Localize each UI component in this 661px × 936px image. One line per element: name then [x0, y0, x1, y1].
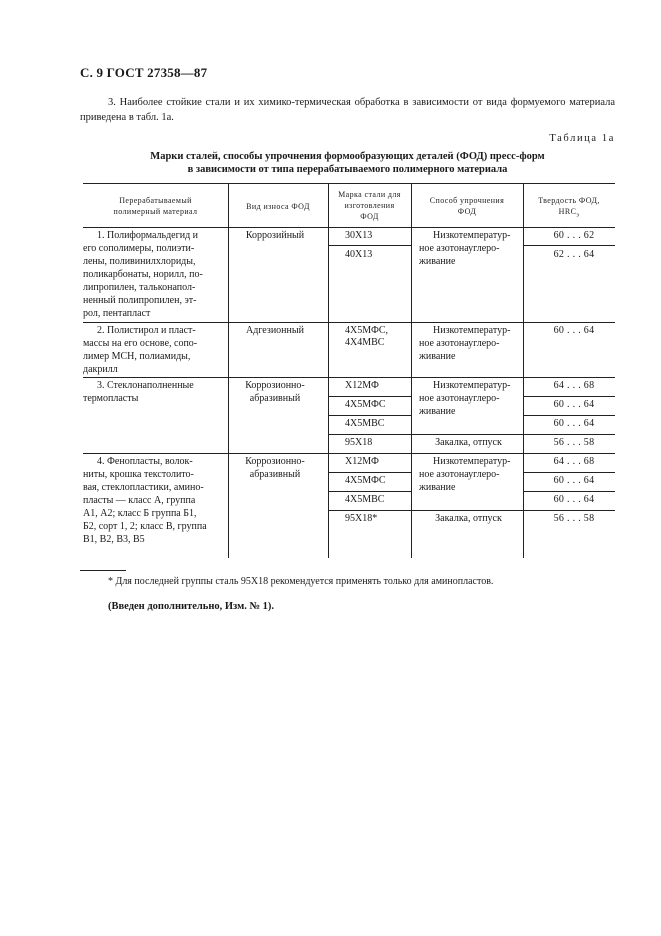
footnote-rule — [80, 570, 126, 571]
hardness-value: 60 . . . 64 — [553, 494, 595, 505]
wear-line: абразивный — [249, 393, 301, 404]
hardness-value: 60 . . . 64 — [553, 399, 595, 410]
row-rule — [328, 396, 411, 397]
steel-grade: Х12МФ — [345, 456, 379, 467]
hardness-unit-sub: э — [576, 212, 580, 219]
page-header: С. 9 ГОСТ 27358—87 — [80, 65, 208, 80]
table-title — [80, 150, 615, 176]
wear-line: Коррозионно- — [245, 456, 305, 467]
method-line: Низкотемператур- — [433, 230, 511, 241]
steel-grade: 4Х5МВС — [345, 418, 385, 429]
method-line: Низкотемператур- — [433, 380, 511, 391]
method-line: ное азотонауглеро- — [419, 243, 500, 254]
material-line: лены, поливинилхлориды, — [83, 256, 196, 267]
row-rule — [523, 491, 615, 492]
hardness-value: 60 . . . 62 — [553, 230, 595, 241]
material-line: 1. Полиформальдегид и — [97, 230, 199, 241]
method-line: живание — [419, 256, 456, 267]
group-rule — [83, 377, 615, 378]
group-2-material — [83, 324, 223, 376]
material-line: пласты — класс А, группа — [83, 495, 196, 506]
header-steel-line: ФОД — [360, 212, 379, 221]
method-line: живание — [419, 482, 456, 493]
hardness-value: 60 . . . 64 — [553, 325, 595, 336]
group-4-wear — [228, 455, 322, 481]
row-rule — [328, 434, 615, 435]
material-line: лимер МСН, полиамиды, — [83, 351, 191, 362]
material-line: его сополимеры, полиэти- — [83, 243, 195, 254]
group-4-material — [83, 455, 223, 546]
row-rule — [328, 245, 411, 246]
method-line: ное азотонауглеро- — [419, 338, 500, 349]
material-line: термопласты — [83, 393, 139, 404]
steel-grade: 95Х18* — [345, 513, 378, 524]
material-line: массы на его основе, сопо- — [83, 338, 198, 349]
steel-grade: 40Х13 — [345, 249, 373, 260]
steel-grade-line: 4Х4МВС — [345, 337, 385, 348]
header-method-line: ФОД — [457, 207, 477, 216]
material-line: 2. Полистирол и пласт- — [97, 325, 196, 336]
hardness-value: 56 . . . 58 — [553, 437, 595, 448]
header-hardness — [523, 195, 615, 222]
table-title-line1: Марки сталей, способы упрочнения формообразующих деталей (ФОД) пресс-форм — [150, 151, 545, 162]
material-line: 4. Фенопласты, волок- — [97, 456, 193, 467]
row-rule — [523, 472, 615, 473]
header-method-line: Способ упрочнения — [429, 196, 505, 205]
group-1-wear — [228, 229, 322, 242]
table-label: Таблица 1а — [549, 133, 615, 144]
method-line: живание — [419, 351, 456, 362]
group-4-method — [419, 455, 523, 494]
hardness-value: 60 . . . 64 — [553, 475, 595, 486]
group-2-method — [419, 324, 523, 363]
steel-grade: 4Х5МВС — [345, 494, 385, 505]
steel-grade: 4Х5МФС — [345, 399, 386, 410]
material-line: поликарбонаты, норилл, по- — [83, 269, 203, 280]
material-line: липропилен, тальконапол- — [83, 282, 196, 293]
method-text: Закалка, отпуск — [435, 437, 502, 448]
header-material-line: Перерабатываемый — [119, 196, 192, 205]
hardness-unit: HRC — [558, 207, 577, 216]
table-title-line2: в зависимости от типа перерабатываемого полимерного материала — [187, 164, 508, 175]
group-2-wear — [228, 324, 322, 337]
material-line: А1, А2; класс Б группа Б1, — [83, 508, 197, 519]
row-rule — [328, 510, 615, 511]
hardness-value: 60 . . . 64 — [553, 418, 595, 429]
header-wear — [228, 201, 328, 212]
group-rule — [83, 453, 615, 454]
row-rule — [523, 415, 615, 416]
group-3-wear — [228, 379, 322, 405]
hardness-value: 64 . . . 68 — [553, 456, 595, 467]
group-3-material — [83, 379, 223, 405]
header-wear-text: Вид износа ФОД — [246, 202, 310, 211]
header-steel — [328, 189, 411, 222]
material-line: дакрилл — [83, 364, 118, 375]
amendment-note: (Введен дополнительно, Изм. № 1). — [108, 601, 275, 612]
method-line: живание — [419, 406, 456, 417]
wear-line: Коррозийный — [245, 230, 305, 241]
method-line: Низкотемператур- — [433, 456, 511, 467]
steel-grade: 4Х5МФС — [345, 475, 386, 486]
footnote: * Для последней группы сталь 95Х18 рекомендуется применять только для аминопластов. — [108, 576, 494, 587]
header-steel-line: Марка стали для — [338, 190, 401, 199]
column-rule — [523, 183, 524, 558]
method-line: ное азотонауглеро- — [419, 393, 500, 404]
steel-grade — [345, 325, 388, 349]
steel-grade: 95Х18 — [345, 437, 373, 448]
group-3-method — [419, 379, 523, 418]
hardness-value: 56 . . . 58 — [553, 513, 595, 524]
header-material — [83, 195, 228, 217]
material-line: 3. Стеклонаполненные — [97, 380, 194, 391]
row-rule — [523, 396, 615, 397]
header-steel-line: изготовления — [344, 201, 395, 210]
row-rule — [523, 245, 615, 246]
group-rule — [83, 322, 615, 323]
header-hardness-line: Твердость ФОД, — [538, 196, 600, 205]
material-line: рол, пентапласт — [83, 308, 151, 319]
material-line: ниты, крошка текстолито- — [83, 469, 194, 480]
row-rule — [328, 491, 411, 492]
steel-grade-line: 4Х5МФС, — [345, 325, 389, 336]
material-line: В1, В2, В3, В5 — [83, 534, 145, 545]
material-line: ненный полипропилен, эт- — [83, 295, 197, 306]
row-rule — [328, 472, 411, 473]
column-rule — [411, 183, 412, 558]
material-line: Б2, сорт 1, 2; класс В, группа — [83, 521, 207, 532]
method-text: Закалка, отпуск — [435, 513, 502, 524]
method-line: ное азотонауглеро- — [419, 469, 500, 480]
column-rule — [328, 183, 329, 558]
table-top-rule — [83, 183, 615, 184]
wear-line: Адгезионный — [246, 325, 304, 336]
row-rule — [328, 415, 411, 416]
header-material-line: полимерный материал — [113, 207, 198, 216]
header-method — [411, 195, 523, 217]
header-bottom-rule — [83, 227, 615, 228]
hardness-value: 62 . . . 64 — [553, 249, 595, 260]
steel-grade: 30Х13 — [345, 230, 373, 241]
intro-paragraph: 3. Наиболее стойкие стали и их химико-термическая обработка в зависимости от вида формуемого материала приведена в табл. 1а. — [80, 97, 615, 123]
method-line: Низкотемператур- — [433, 325, 511, 336]
wear-line: Коррозионно- — [245, 380, 305, 391]
hardness-value: 64 . . . 68 — [553, 380, 595, 391]
header-hardness-line — [523, 206, 615, 222]
group-1-method — [419, 229, 523, 268]
steel-grade: Х12МФ — [345, 380, 379, 391]
steel-table — [83, 183, 615, 558]
material-line: вая, стеклопластики, амино- — [83, 482, 204, 493]
wear-line: абразивный — [249, 469, 301, 480]
group-1-material — [83, 229, 223, 320]
